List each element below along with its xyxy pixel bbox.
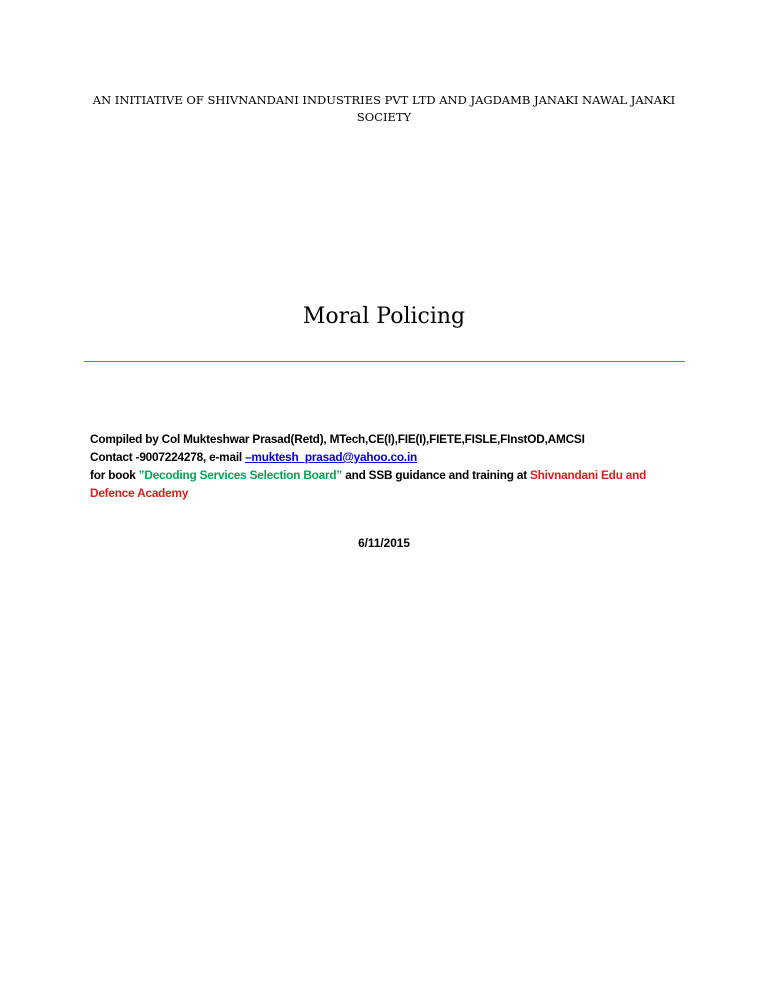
academy-name-part2: Defence Academy — [90, 486, 189, 500]
compiler-credentials: Compiled by Col Mukteshwar Prasad(Retd), MTech,CE(I),FIE(I),FIETE,FISLE,FInstOD,AMCSI — [90, 432, 585, 446]
contact-line — [90, 448, 690, 466]
initiative-header-line-1: AN INITIATIVE OF SHIVNANDANI INDUSTRIES PVT LTD AND JAGDAMB JANAKI NAWAL JANAKI — [92, 93, 676, 107]
title-divider — [84, 361, 685, 362]
book-middle-text: and SSB guidance and training at — [342, 468, 530, 482]
initiative-header-line-2: SOCIETY — [356, 110, 412, 124]
email-link[interactable]: –muktesh_prasad@yahoo.co.in — [245, 450, 418, 464]
book-prefix: for book — [90, 468, 139, 482]
book-title: ”Decoding Services Selection Board” — [138, 468, 343, 482]
document-title: Moral Policing — [302, 304, 466, 329]
book-line — [90, 466, 690, 484]
contact-text: Contact -9007224278, e-mail — [90, 450, 246, 464]
academy-name-part1: Shivnandani Edu and — [530, 468, 647, 482]
document-date: 6/11/2015 — [358, 536, 410, 550]
